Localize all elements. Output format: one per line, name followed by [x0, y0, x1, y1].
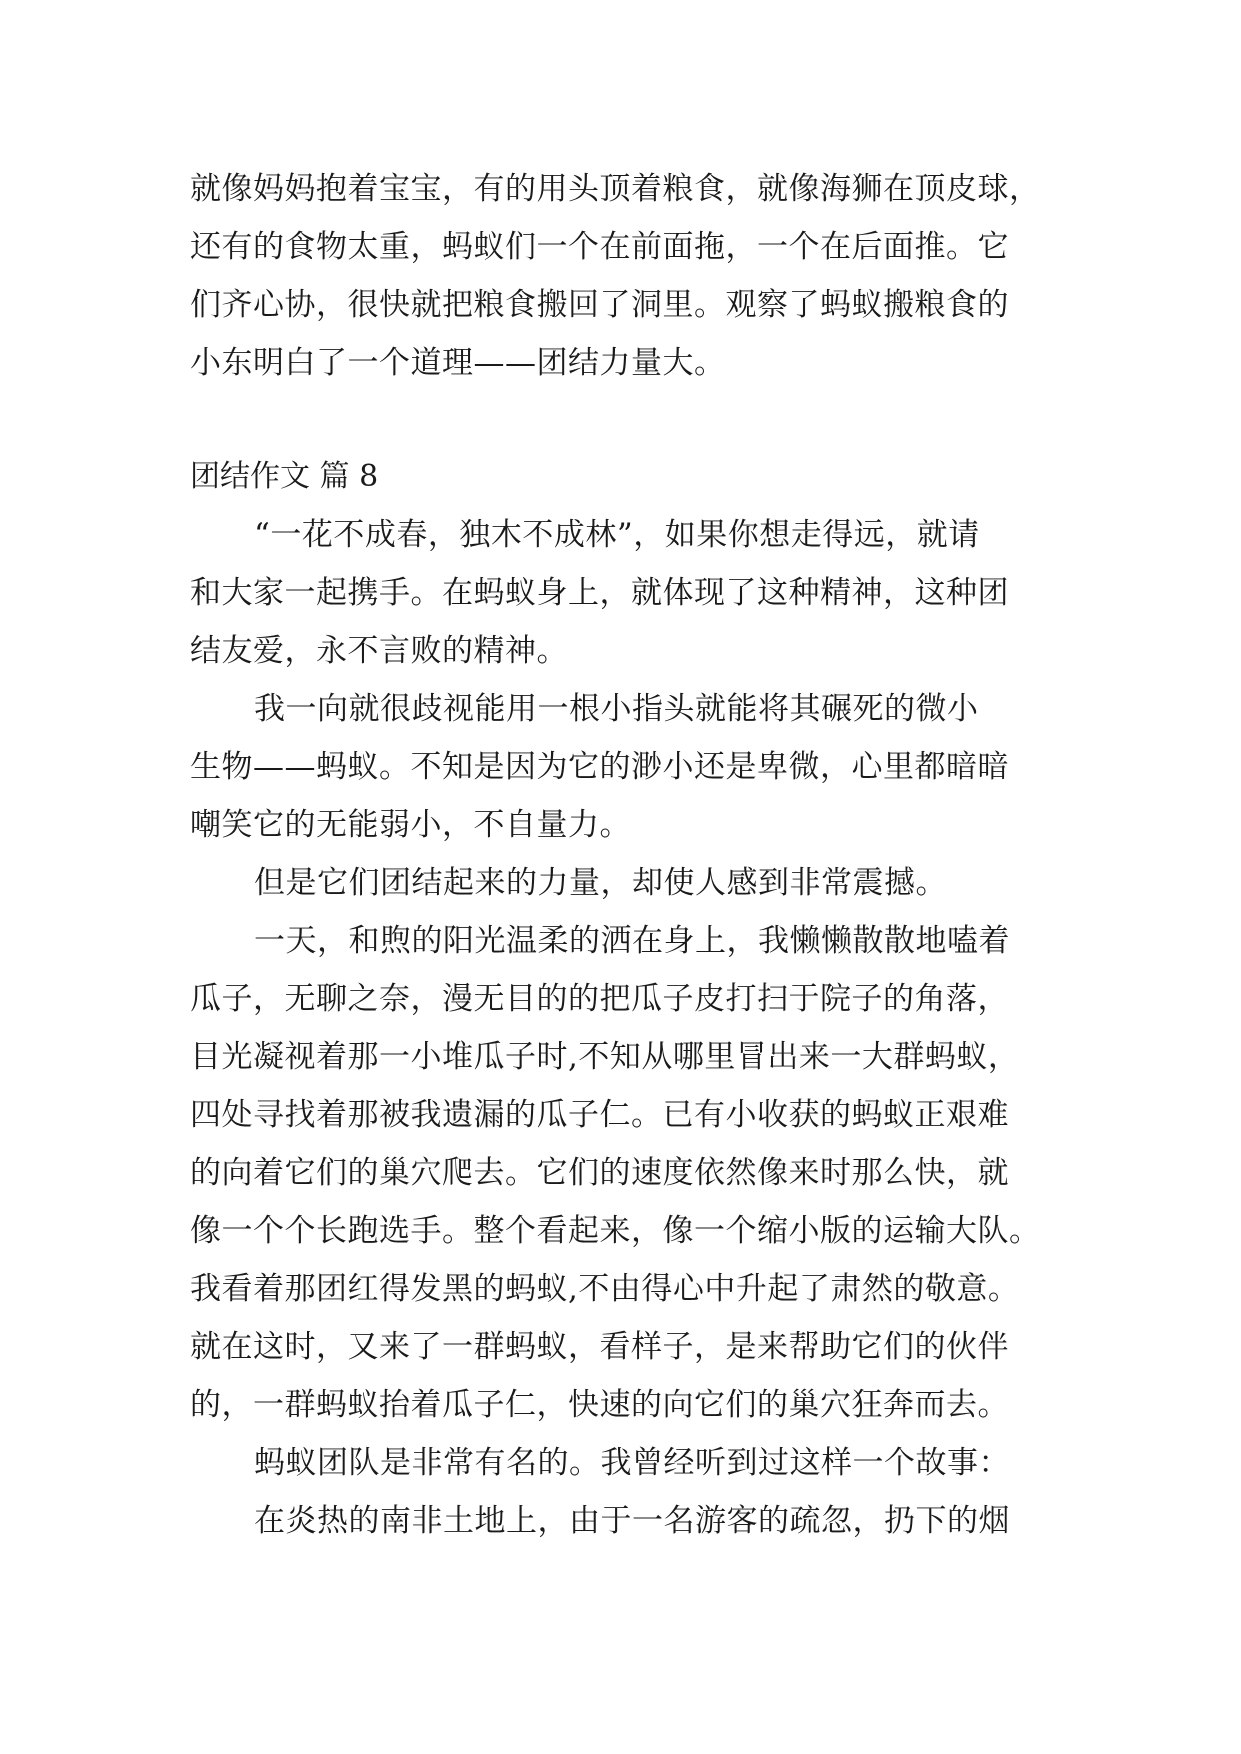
- text-line: 但是它们团结起来的力量，却使人感到非常震撼。: [254, 865, 947, 901]
- text-line: “一花不成春，独木不成林”，如果你想走得远，就请: [254, 517, 980, 553]
- paragraph: [190, 854, 1050, 912]
- text-line: 们齐心协，很快就把粮食搬回了洞里。观察了蚂蚁搬粮食的: [190, 287, 1009, 323]
- text-line: 目光凝视着那一小堆瓜子时,不知从哪里冒出来一大群蚂蚁，: [190, 1039, 1020, 1075]
- text-line: 和大家一起携手。在蚂蚁身上，就体现了这种精神，这种团: [190, 575, 1009, 611]
- text-line: 的，一群蚂蚁抬着瓜子仁，快速的向它们的巢穴狂奔而去。: [190, 1387, 1009, 1423]
- paragraph: [190, 912, 1050, 1434]
- text-line: 蚂蚁团队是非常有名的。我曾经听到过这样一个故事：: [254, 1445, 1010, 1481]
- text-line: 一天，和煦的阳光温柔的洒在身上，我懒懒散散地嗑着: [254, 923, 1010, 959]
- text-line: 结友爱，永不言败的精神。: [190, 633, 568, 669]
- paragraph: [190, 506, 1050, 680]
- text-line: 瓜子，无聊之奈，漫无目的的把瓜子皮打扫于院子的角落，: [190, 981, 1009, 1017]
- continuation-paragraph: [190, 160, 1050, 392]
- text-line: 像一个个长跑选手。整个看起来，像一个缩小版的运输大队。: [190, 1213, 1041, 1249]
- text-line: 我看着那团红得发黑的蚂蚁,不由得心中升起了肃然的敬意。: [190, 1271, 1020, 1307]
- text-line: 还有的食物太重，蚂蚁们一个在前面拖，一个在后面推。它: [190, 229, 1009, 265]
- text-line: 嘲笑它的无能弱小，不自量力。: [190, 807, 631, 843]
- text-line: 我一向就很歧视能用一根小指头就能将其碾死的微小: [254, 691, 979, 727]
- text-line: 的向着它们的巢穴爬去。它们的速度依然像来时那么快，就: [190, 1155, 1009, 1191]
- paragraph: [190, 1434, 1050, 1492]
- text-line: 就像妈妈抱着宝宝，有的用头顶着粮食，就像海狮在顶皮球，: [190, 171, 1041, 207]
- paragraph: [190, 680, 1050, 854]
- section-heading: 团结作文 篇 8: [190, 459, 379, 494]
- text-line: 在炎热的南非土地上，由于一名游客的疏忽，扔下的烟: [254, 1503, 1010, 1539]
- text-line: 小东明白了一个道理——团结力量大。: [190, 345, 726, 381]
- text-line: 就在这时，又来了一群蚂蚁，看样子，是来帮助它们的伙伴: [190, 1329, 1009, 1365]
- essay-section: [190, 448, 1050, 1550]
- text-line: 生物——蚂蚁。不知是因为它的渺小还是卑微，心里都暗暗: [190, 749, 1009, 785]
- text-line: 四处寻找着那被我遗漏的瓜子仁。已有小收获的蚂蚁正艰难: [190, 1097, 1009, 1133]
- paragraph: [190, 1492, 1050, 1550]
